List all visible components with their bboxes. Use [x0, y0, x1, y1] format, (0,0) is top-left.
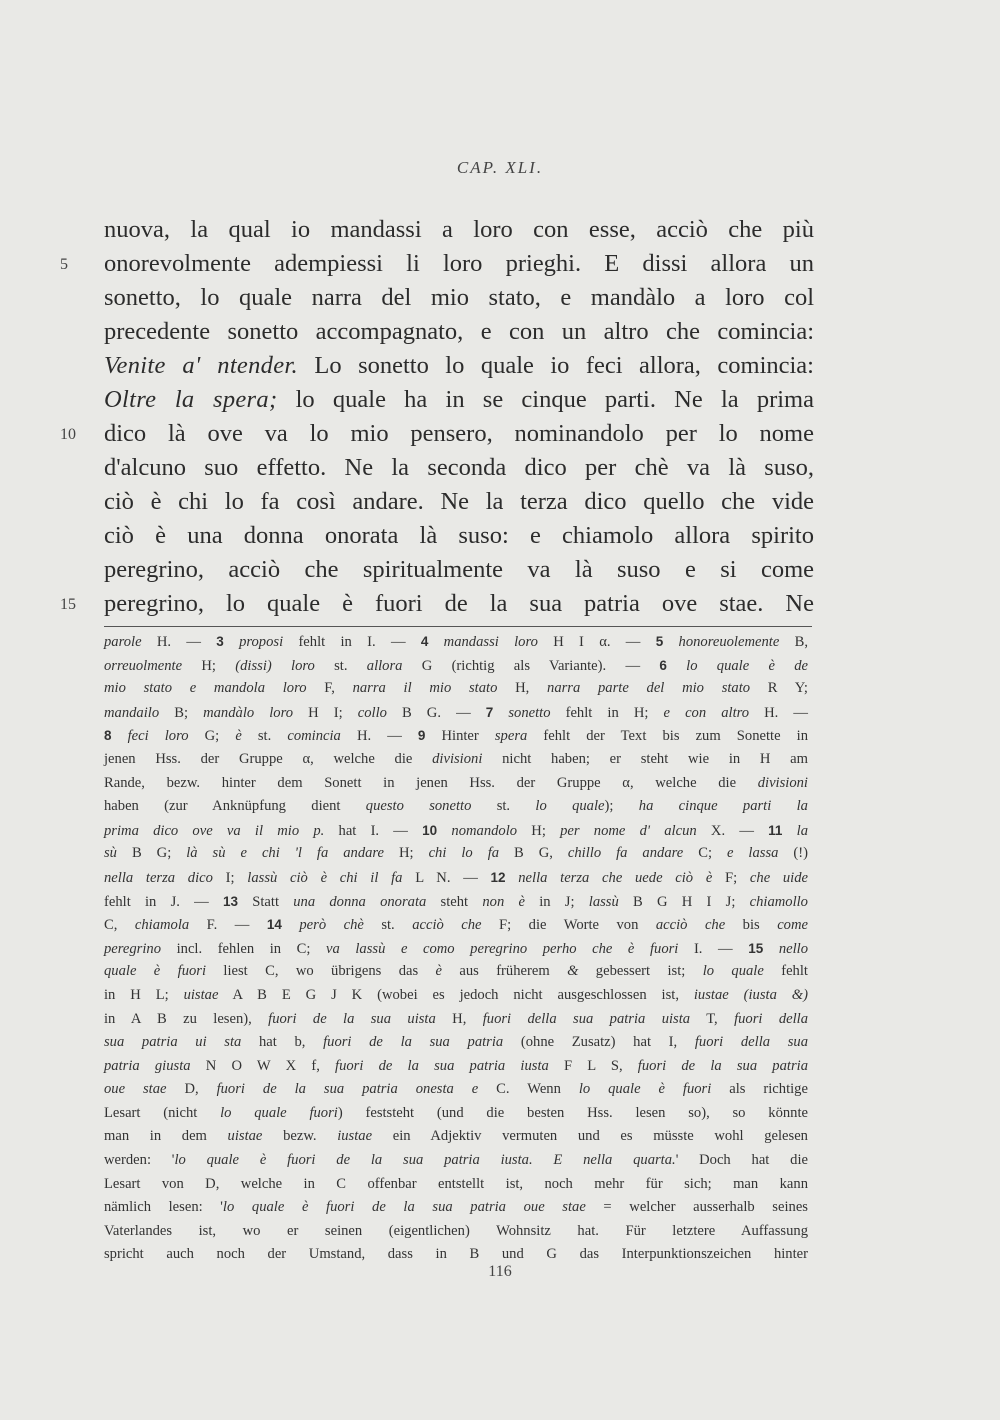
- italic-text: honoreuolemente: [678, 634, 780, 650]
- note-line: quale è fuori liest C, wo übrigens das è aus früherem & gebessert ist; lo quale fehlt: [104, 963, 808, 980]
- text-line: peregrino, lo quale è fuori de la sua patria ove stae. Ne: [104, 590, 814, 617]
- note-line: parole H. — 3 proposi fehlt in I. — 4 mandassi loro H I α. — 5 honoreuolemente B,: [104, 634, 808, 650]
- italic-text: lo quale è fuori: [578, 1081, 712, 1098]
- note-line: 8 feci loro G; è st. comincia H. — 9 Hinter spera fehlt der Text bis zum Sonette in: [104, 728, 808, 745]
- italic-text: fuori de la sua uista: [268, 1010, 436, 1027]
- italic-text: questo sonetto: [365, 798, 472, 815]
- italic-text: prima dico ove va il mio p.: [104, 822, 325, 839]
- line-reference: 11: [768, 822, 783, 838]
- italic-text: &: [567, 963, 579, 980]
- note-line: Rande, bezw. hinter dem Sonett in jenen Hss. der Gruppe α, welche die divisioni: [104, 774, 808, 791]
- text-line: d'alcuno suo effetto. Ne la seconda dico per chè va là suso,: [104, 454, 814, 481]
- italic-text: orreuolmente: [104, 657, 183, 674]
- page-number: 116: [488, 1263, 512, 1280]
- italic-text: è: [235, 728, 242, 745]
- italic-text: sua patria ui sta: [104, 1034, 242, 1051]
- note-line: nella terza dico I; lassù ciò è chi il fa L N. — 12 nella terza che uede ciò è F; che uide: [104, 869, 809, 886]
- italic-text: uistae: [227, 1128, 263, 1145]
- italic-text: mandassi loro: [443, 634, 538, 650]
- line-reference: 15: [748, 940, 764, 956]
- main-text: [104, 213, 814, 621]
- italic-text: divisioni: [757, 774, 808, 791]
- italic-text: spera: [494, 728, 528, 745]
- italic-text: narra il mio stato: [352, 680, 498, 697]
- text-line: ciò è chi lo fa così andare. Ne la terza dico quello che vide: [104, 488, 814, 515]
- text-line: ciò è una donna onorata là suso: e chiamolo allora spirito: [104, 522, 814, 549]
- text-line: peregrino, acciò che spiritualmente va là suso e si come: [104, 556, 814, 583]
- italic-text: e con altro: [663, 704, 750, 721]
- italic-text: Venite a' ntender.: [104, 352, 298, 379]
- italic-text: uistae: [183, 986, 219, 1003]
- italic-text: Oltre la spera;: [104, 386, 278, 413]
- italic-text: acciò che: [655, 917, 726, 934]
- italic-text: ha cinque parti la: [638, 798, 808, 815]
- note-line: prima dico ove va il mio p. hat I. — 10 nomandolo H; per nome d' alcun X. — 11 la: [104, 822, 809, 839]
- italic-text: fuori della sua patria uista: [482, 1010, 691, 1027]
- line-reference: 10: [422, 822, 438, 838]
- note-line: in H L; uistae A B E G J K (wobei es jedoch nicht ausgeschlossen ist, iustae (iusta &): [104, 986, 808, 1003]
- italic-text: è: [435, 963, 442, 980]
- italic-text: quale è fuori: [104, 963, 207, 980]
- note-line: oue stae D, fuori de la sua patria onesta e C. Wenn lo quale è fuori als richtige: [104, 1081, 808, 1098]
- italic-text: lo quale è fuori de la sua patria oue stae: [222, 1199, 586, 1216]
- text-line: dico là ove va lo mio pensero, nominandolo per lo nome: [104, 420, 814, 447]
- note-line: in A B zu lesen), fuori de la sua uista H, fuori della sua patria uista T, fuori della: [104, 1010, 808, 1027]
- italic-text: oue stae: [104, 1081, 167, 1098]
- line-reference: 8: [104, 728, 112, 744]
- italic-text: chillo fa andare: [567, 845, 684, 862]
- italic-text: però chè: [299, 917, 364, 934]
- italic-text: divisioni: [432, 750, 483, 767]
- line-reference: 5: [655, 634, 664, 649]
- italic-text: allora: [366, 657, 403, 674]
- note-line: nämlich lesen: 'lo quale è fuori de la sua patria oue stae = welcher ausserhalb seines: [104, 1199, 808, 1216]
- italic-text: per nome d' alcun: [560, 822, 697, 839]
- italic-text: peregrino: [104, 940, 162, 957]
- italic-text: la: [796, 822, 809, 839]
- line-reference: 6: [659, 657, 667, 673]
- italic-text: fuori della: [734, 1010, 808, 1027]
- italic-text: chiamollo: [749, 893, 808, 910]
- italic-text: lo quale è de: [686, 657, 809, 674]
- note-line: fehlt in J. — 13 Statt una donna onorata steht non è in J; lassù B G H I J; chiamollo: [104, 893, 808, 910]
- italic-text: che uide: [749, 869, 809, 886]
- line-reference: 14: [266, 917, 282, 933]
- italic-text: fuori de la sua patria: [323, 1034, 504, 1051]
- italic-text: chiamola: [134, 917, 190, 934]
- italic-text: feci loro: [127, 728, 189, 745]
- line-reference: 12: [490, 869, 506, 885]
- line-number: 5: [60, 256, 68, 273]
- note-line: werden: 'lo quale è fuori de la sua patria iusta. E nella quarta.' Doch hat die: [104, 1152, 808, 1169]
- italic-text: comincia: [287, 728, 341, 745]
- note-line: Vaterlandes ist, wo er seinen (eigentlichen) Wohnsitz hat. Für letztere Auffassung: [104, 1222, 808, 1239]
- note-line: peregrino incl. fehlen in C; va lassù e como peregrino perho che è fuori I. — 15 nello: [104, 940, 808, 957]
- italic-text: sonetto: [508, 704, 551, 721]
- italic-text: fuori de la sua patria: [637, 1057, 808, 1074]
- note-line: sua patria ui sta hat b, fuori de la sua patria (ohne Zusatz) hat I, fuori della sua: [104, 1034, 809, 1051]
- line-number: 15: [60, 596, 76, 613]
- italic-text: e lassa: [726, 845, 779, 862]
- italic-text: iustae: [337, 1128, 373, 1145]
- italic-text: acciò che: [412, 917, 482, 934]
- italic-text: lo quale è fuori de la sua patria iusta. E nella quarta.: [174, 1152, 676, 1169]
- italic-text: iustae (iusta &): [693, 986, 808, 1003]
- text-line: precedente sonetto accompagnato, e con un altro che comincia:: [104, 318, 814, 345]
- italic-text: lassù ciò è chi il fa: [247, 869, 403, 886]
- italic-text: là sù e chi 'l fa andare: [186, 845, 385, 862]
- italic-text: nomandolo: [451, 822, 518, 839]
- italic-text: mandailo: [104, 704, 160, 721]
- italic-text: nello: [778, 940, 808, 957]
- critical-apparatus: [104, 630, 808, 1267]
- italic-text: parole: [104, 634, 142, 650]
- text-line: onorevolmente adempiessi li loro prieghi. E dissi allora un: [104, 250, 814, 277]
- note-line: spricht auch noch der Umstand, dass in B und G das Interpunktionszeichen hinter: [104, 1246, 808, 1263]
- line-reference: 4: [420, 634, 429, 649]
- note-line: man in dem uistae bezw. iustae ein Adjektiv vermuten und es müsste wohl gelesen: [104, 1128, 808, 1145]
- note-line: jenen Hss. der Gruppe α, welche die divisioni nicht haben; er steht wie in H am: [104, 750, 808, 767]
- line-reference: 7: [485, 704, 494, 720]
- italic-text: chi lo fa: [428, 845, 500, 862]
- running-header: CAP. XLI.: [456, 158, 544, 177]
- italic-text: sù: [104, 845, 117, 862]
- italic-text: come: [777, 917, 808, 934]
- italic-text: nella terza che uede ciò è: [518, 869, 713, 886]
- italic-text: narra parte del mio stato: [547, 680, 751, 697]
- line-number: 10: [60, 426, 76, 443]
- text-line: sonetto, lo quale narra del mio stato, e mandàlo a loro col: [104, 284, 814, 311]
- italic-text: va lassù e como peregrino perho che è fuori: [326, 940, 679, 957]
- italic-text: una donna onorata: [293, 893, 427, 910]
- italic-text: collo: [357, 704, 387, 721]
- line-reference: 3: [216, 634, 224, 649]
- italic-text: lassù: [588, 893, 619, 910]
- line-reference: 13: [222, 893, 238, 909]
- italic-text: non è: [482, 893, 525, 910]
- italic-text: (dissi) loro: [235, 657, 315, 674]
- note-line: patria giusta N O W X f, fuori de la sua patria iusta F L S, fuori de la sua patria: [104, 1057, 808, 1074]
- italic-text: mandàlo loro: [203, 704, 294, 721]
- text-line: Oltre la spera; lo quale ha in se cinque parti. Ne la prima: [104, 386, 814, 413]
- italic-text: lo quale: [535, 798, 605, 815]
- note-line: orreuolmente H; (dissi) loro st. allora G (richtig als Variante). — 6 lo quale è de: [104, 657, 809, 674]
- italic-text: patria giusta: [104, 1057, 191, 1074]
- italic-text: fuori della sua: [694, 1034, 809, 1051]
- text-line: Venite a' ntender. Lo sonetto lo quale io feci allora, comincia:: [104, 352, 814, 379]
- line-reference: 9: [417, 728, 426, 744]
- italic-text: fuori de la sua patria onesta e: [216, 1081, 479, 1098]
- italic-text: mio stato e mandola loro: [104, 680, 307, 697]
- italic-text: nella terza dico: [104, 869, 213, 886]
- italic-text: proposi: [239, 634, 284, 650]
- note-line: C, chiamola F. — 14 però chè st. acciò che F; die Worte von acciò che bis come: [104, 917, 808, 934]
- text-line: nuova, la qual io mandassi a loro con esse, acciò che più: [104, 216, 814, 243]
- note-line: sù B G; là sù e chi 'l fa andare H; chi lo fa B G, chillo fa andare C; e lassa (!): [104, 845, 809, 862]
- italic-text: lo quale fuori: [220, 1104, 338, 1121]
- note-line: mio stato e mandola loro F, narra il mio stato H, narra parte del mio stato R Y;: [104, 680, 808, 697]
- footnote-rule: [104, 626, 812, 627]
- note-line: Lesart von D, welche in C offenbar entstellt ist, noch mehr für sich; man kann: [104, 1175, 808, 1192]
- note-line: mandailo B; mandàlo loro H I; collo B G. — 7 sonetto fehlt in H; e con altro H. —: [104, 704, 808, 721]
- note-line: Lesart (nicht lo quale fuori) feststeht (und die besten Hss. lesen so), so könnte: [104, 1104, 808, 1121]
- italic-text: lo quale: [702, 963, 764, 980]
- italic-text: fuori de la sua patria iusta: [335, 1057, 549, 1074]
- note-line: haben (zur Anknüpfung dient questo sonetto st. lo quale); ha cinque parti la: [104, 798, 808, 815]
